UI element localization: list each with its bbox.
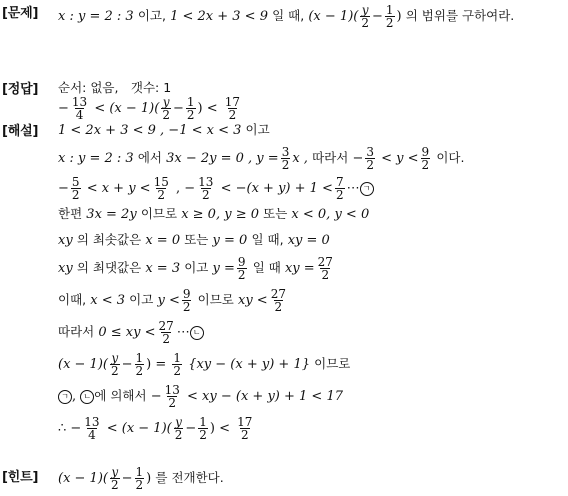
fraction: $\frac{y}{2}$ [174,415,183,442]
hint-section [0,465,568,492]
fraction: $\frac{17}{2}$ [237,415,253,442]
fraction: $\frac{13}{4}$ [71,95,88,122]
answer-label: [정답] [2,82,39,97]
fraction: $\frac{y}{2}$ [110,351,119,378]
solution-line-8: 따라서 0 ≤ xy < $\frac{27}{2}$ ⋯ ㄴ [58,320,204,345]
answer-order: 순서: 없음, [58,80,119,95]
fraction: $\frac{1}{2}$ [135,351,144,378]
fraction: $\frac{1}{2}$ [199,415,207,442]
circled-label-1: ㄱ [58,390,72,404]
solution-line-10: ㄱ , ㄴ 에 의해서 − $\frac{13}{2}$ < xy − (x + y) + 1 < 17 [58,384,343,409]
fraction: $\frac{5}{2}$ [71,175,80,202]
fraction: $\frac{13}{2}$ [164,383,180,410]
fraction: $\frac{1}{2}$ [385,3,394,30]
problem-text-connector: 일 때, [272,8,305,23]
fraction: $\frac{13}{2}$ [198,175,214,202]
solution-line-6: xy 의 최댓값은 x = 3 이고 y = $\frac{9}{2}$ 일 때 xy = $\frac{27}{2}$ [58,255,333,282]
fraction: $\frac{15}{2}$ [153,175,169,202]
solution-line-7: 이때, x < 3 이고 y < $\frac{9}{2}$ 이므로 xy < $\frac{27}{2}$ [58,287,286,314]
solution-line-1: 1 < 2x + 3 < 9 , −1 < x < 3 이고 [58,122,270,138]
solution-section [0,120,568,442]
fraction: $\frac{1}{2}$ [186,95,195,122]
fraction: $\frac{27}{2}$ [317,255,333,282]
problem-inequality: 1 < 2x + 3 < 9 [170,9,268,24]
fraction: $\frac{17}{2}$ [224,95,241,122]
fraction: $\frac{3}{2}$ [366,145,374,172]
solution-line-2: x : y = 2 : 3 에서 3x − 2y = 0 , y = $\frac{3}{2}$ x , 따라서 − $\frac{3}{2}$ < y < $\frac{9}{2}$ 이다. [58,145,465,172]
answer-expression: − $\frac{13}{4}$ < (x − 1)( $\frac{y}{2}$ − $\frac{1}{2}$ ) < $\frac{17}{2}$ [58,95,241,122]
fraction: $\frac{7}{2}$ [335,175,344,202]
solution-label: [해설] [2,124,39,139]
problem-question: 의 범위를 구하여라. [405,8,515,23]
fraction: $\frac{27}{2}$ [158,319,174,346]
answer-count: 갯수: 1 [130,80,172,95]
fraction: $\frac{9}{2}$ [182,287,191,314]
fraction: $\frac{27}{2}$ [270,287,286,314]
solution-line-5: xy 의 최솟값은 x = 0 또는 y = 0 일 때, xy = 0 [58,232,330,248]
problem-text-connector: 이고, [137,8,166,23]
fraction: $\frac{y}{2}$ [162,95,170,122]
problem-section [0,2,568,30]
answer-section [0,78,568,122]
fraction: $\frac{1}{2}$ [135,465,144,492]
circled-label-2: ㄴ [190,326,204,340]
fraction: $\frac{9}{2}$ [421,145,430,172]
problem-expression: (x − 1)( [308,9,359,24]
hint-label: [힌트] [2,470,39,485]
problem-ratio: x : y = 2 : 3 [58,9,134,24]
circled-label-2: ㄴ [80,390,94,404]
fraction: $\frac{y}{2}$ [110,465,119,492]
circled-label-1: ㄱ [360,182,374,196]
fraction: $\frac{9}{2}$ [237,255,246,282]
solution-line-3: − $\frac{5}{2}$ < x + y < $\frac{15}{2}$ , − $\frac{13}{2}$ < −(x + y) + 1 < $\frac{7}{2}$ ⋯ ㄱ [58,176,374,201]
solution-line-4: 한편 3x = 2y 이므로 x ≥ 0, y ≥ 0 또는 x < 0, y < 0 [58,206,370,222]
fraction: $\frac{13}{4}$ [84,415,100,442]
fraction: $\frac{1}{2}$ [173,351,182,378]
problem-text: x : y = 2 : 3 이고, 1 < 2x + 3 < 9 일 때, (x − 1)( $\frac{y}{2}$ − $\frac{1}{2}$ ) 의 범위를 구하여라. [58,3,515,30]
solution-line-9: (x − 1)( $\frac{y}{2}$ − $\frac{1}{2}$ ) = $\frac{1}{2}$ {xy − (x + y) + 1} 이므로 [58,351,351,378]
fraction: $\frac{y}{2}$ [361,3,369,30]
problem-label: [문제] [2,6,39,21]
solution-line-11: ∴ − $\frac{13}{4}$ < (x − 1)( $\frac{y}{2}$ − $\frac{1}{2}$ ) < $\frac{17}{2}$ [58,415,253,442]
fraction: $\frac{3}{2}$ [281,145,290,172]
hint-text: (x − 1)( $\frac{y}{2}$ − $\frac{1}{2}$ ) 를 전개한다. [58,465,224,492]
